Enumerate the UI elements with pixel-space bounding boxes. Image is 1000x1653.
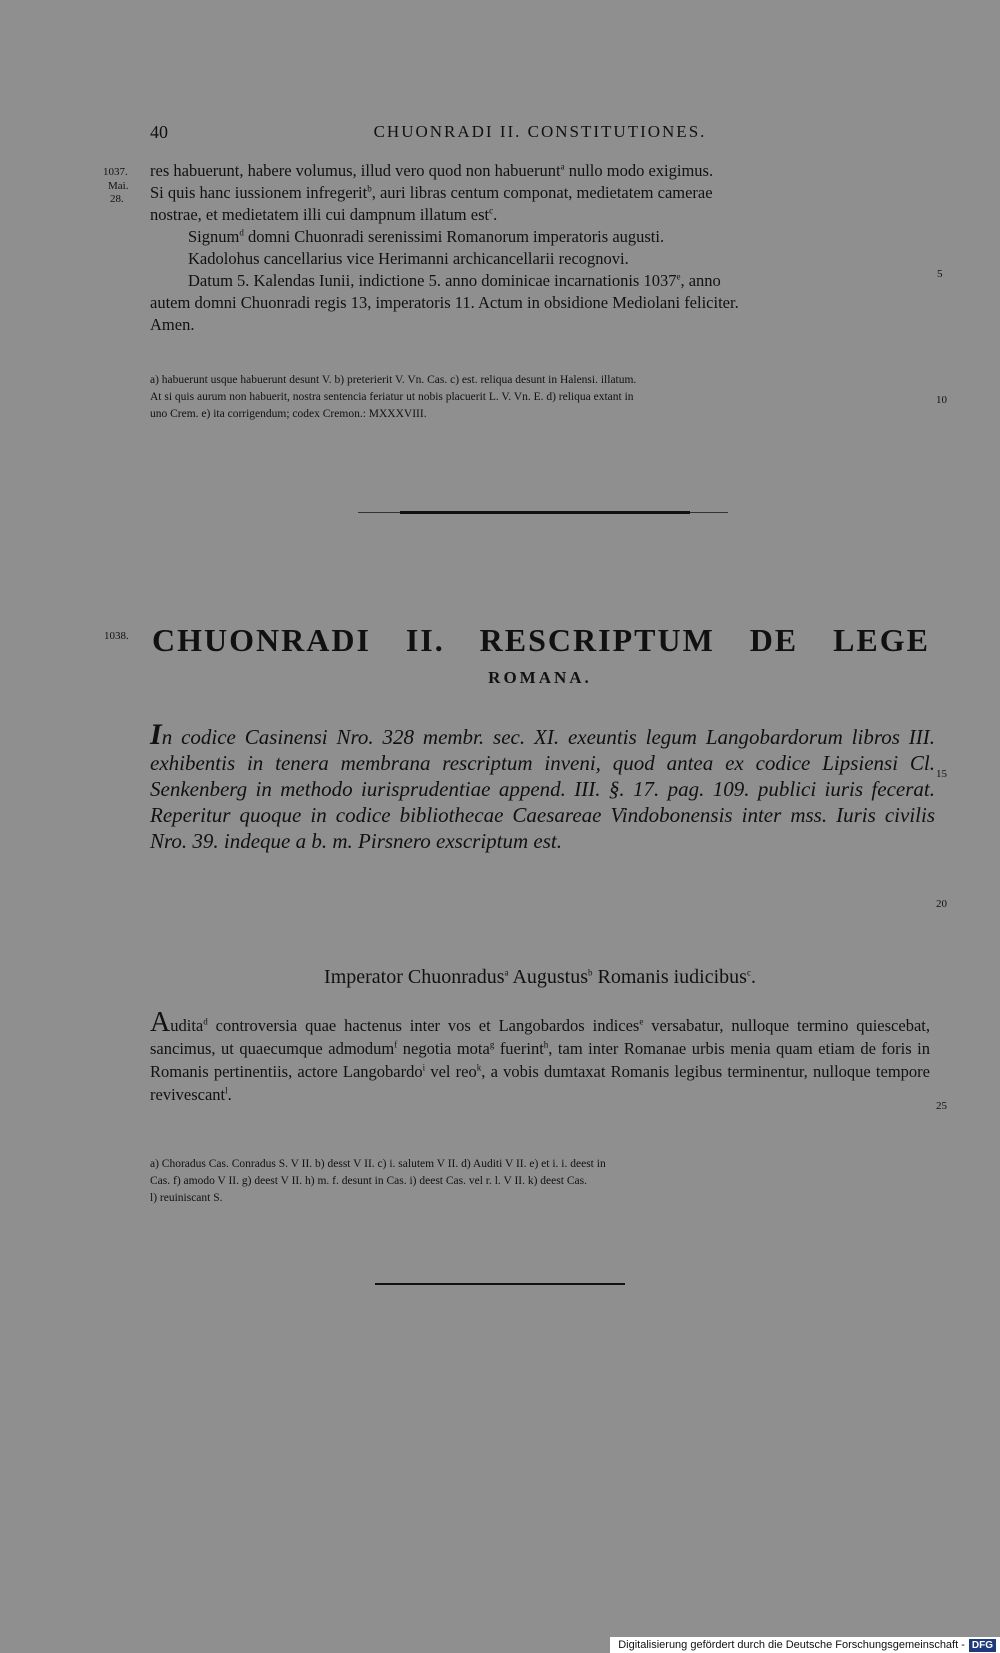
footnote-marker: k (476, 1062, 482, 1073)
text-line: , anno (680, 271, 721, 290)
running-title: CHUONRADI II. CONSTITUTIONES. (373, 122, 707, 141)
edict-text (150, 1007, 930, 1106)
footnote-marker: e (639, 1016, 644, 1027)
footnote-marker: c (746, 967, 751, 978)
footnote-line: Cas. f) amodo V II. g) deest V II. h) m. f. desunt in Cas. i) deest Cas. vel r. l. V II. k) deest Cas. (150, 1175, 587, 1187)
text-line: Kadolohus cancellarius vice Herimanni archicancellarii recognovi. (188, 249, 629, 268)
margin-date-year: 1037. (103, 166, 128, 178)
text-run: udita (170, 1016, 204, 1035)
text-run: . (227, 1085, 232, 1104)
text-run: , tam inter Romanae urbis menia quam etiam de foris in Romanis pertinentiis, actore Langobardo (150, 1039, 930, 1081)
footnote-line: l) reuiniscant S. (150, 1192, 223, 1204)
footnote-marker: e (676, 271, 681, 282)
footnote-marker: f (394, 1039, 398, 1050)
text-line: domni Chuonradi serenissimi Romanorum imperatoris augusti. (243, 227, 665, 246)
footnote-marker: d (203, 1016, 208, 1027)
footnote-marker: b (588, 967, 593, 978)
margin-date-day: 28. (110, 193, 124, 205)
footnote-marker: d (239, 227, 244, 238)
footnotes-top (150, 372, 930, 423)
text-line: , auri libras centum componat, medietatem camerae (371, 183, 713, 202)
margin-date-month: Mai. (108, 180, 129, 192)
footnote-marker: a (560, 161, 565, 172)
footnote-line: a) Choradus Cas. Conradus S. V II. b) desst V II. c) i. salutem V II. d) Auditi V II. e) et i. i. deest in (150, 1158, 606, 1170)
footnote-marker: b (367, 183, 372, 194)
text-run: negotia mota (397, 1039, 490, 1058)
separator-rule (400, 511, 690, 514)
footnote-line: At si quis aurum non habuerit, nostra sentencia feriatur ut nobis placuerit L. V. Vn. E. d) reliqua extant in (150, 391, 634, 403)
footnote-line: uno Crem. e) ita corrigendum; codex Cremon.: MXXXVIII. (150, 408, 427, 420)
footnote-marker: i (422, 1062, 426, 1073)
text-line: nostrae, et medietatem illi cui dampnum illatum est (150, 205, 490, 224)
text-run: controversia quae hactenus inter vos et Langobardos indices (207, 1016, 640, 1035)
credit-text: Digitalisierung gefördert durch die Deutsche Forschungsgemeinschaft - (618, 1639, 965, 1651)
text-line: Amen. (150, 315, 195, 334)
address-heading (150, 966, 930, 989)
intro-text: n codice Casinensi Nro. 328 membr. sec. XI. exeuntis legum Langobardorum libros III. exhibentis in tenera membrana rescriptum inveni, quod antea ex codice Lipsiensi Cl. Senkenberg in methodo iurisprudentiae append. III. §. 17. pag. 109. publici iuris fecerat. Reperitur quoque in codice bibliothecae Caesareae Vindobonensis inter mss. Iuris civilis Nro. 39. indeque a b. m. Pirsnero exscriptum est. (150, 725, 935, 853)
line-number: 10 (936, 394, 947, 406)
heading-text: Augustus (508, 966, 589, 988)
digitization-credit (610, 1637, 1000, 1653)
footnote-marker: l (225, 1085, 228, 1096)
text-run: versabatur, nulloque termino quiescebat, sancimus, ut quaecumque admodum (150, 1016, 930, 1058)
page-number: 40 (150, 122, 168, 142)
text-line: autem domni Chuonradi regis 13, imperatoris 11. Actum in obsidione Mediolani feliciter. (150, 293, 739, 312)
text-line: Datum 5. Kalendas Iunii, indictione 5. anno dominicae incarnationis 1037 (188, 271, 677, 290)
text-run: fuerint (494, 1039, 544, 1058)
text-line: . (493, 205, 498, 224)
footnote-marker: h (543, 1039, 549, 1050)
text-run: , a vobis dumtaxat Romanis legibus terminentur, nulloque tempore revivescant (150, 1062, 930, 1104)
document-subtitle: ROMANA. (488, 668, 592, 687)
footnote-marker: g (489, 1039, 495, 1050)
end-rule (375, 1283, 625, 1285)
heading-text: Imperator Chuonradus (324, 966, 505, 988)
footnotes-bottom (150, 1156, 930, 1207)
text-run: vel reo (425, 1062, 477, 1081)
line-number: 20 (936, 898, 947, 910)
heading-text: Romanis iudicibus (592, 966, 747, 988)
editorial-introduction (150, 718, 935, 854)
initial-letter: I (150, 718, 162, 751)
line-number: 15 (936, 768, 947, 780)
running-header (150, 122, 930, 148)
margin-year-1038: 1038. (104, 630, 129, 642)
footnote-line: a) habuerunt usque habuerunt desunt V. b) preterierit V. Vn. Cas. c) est. reliqua desunt in Halensi. illatum. (150, 374, 637, 386)
line-number: 5 (937, 268, 943, 280)
text-line: Signum (188, 227, 240, 246)
heading-text: . (750, 966, 756, 988)
footnote-marker: a (504, 967, 509, 978)
document-title: CHUONRADI II. RESCRIPTUM DE LEGE (152, 622, 930, 658)
footnote-marker: c (489, 205, 494, 216)
document-continuation (150, 160, 930, 336)
text-line: nullo modo exigimus. (564, 161, 714, 180)
dfg-logo: DFG (969, 1639, 996, 1652)
text-line: res habuerunt, habere volumus, illud vero quod non habuerunt (150, 161, 561, 180)
initial-letter: A (150, 1007, 171, 1038)
line-number: 25 (936, 1100, 947, 1112)
text-line: Si quis hanc iussionem infregerit (150, 183, 368, 202)
